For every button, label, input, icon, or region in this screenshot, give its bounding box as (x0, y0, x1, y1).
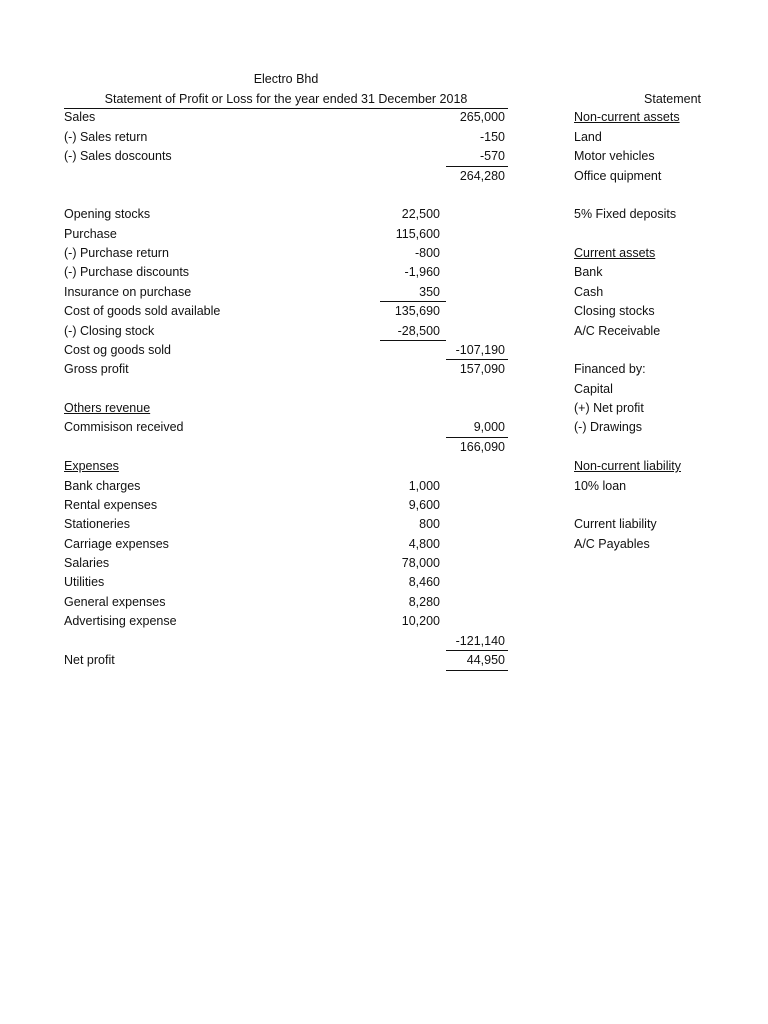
subtotal-rule (446, 166, 508, 167)
purchase-value: 115,600 (395, 227, 440, 241)
ac-payables-label: A/C Payables (574, 537, 650, 551)
current-assets-heading: Current assets (574, 246, 656, 260)
commission-value: 9,000 (473, 420, 505, 434)
cogs-value: -107,190 (455, 343, 505, 357)
office-equipment-label: Office quipment (574, 169, 662, 183)
insurance-value: 350 (419, 285, 440, 299)
non-current-liability-heading: Non-current liability (574, 459, 681, 473)
expense-label: Bank charges (64, 479, 141, 493)
motor-vehicles-label: Motor vehicles (574, 149, 655, 163)
sales-value: 265,000 (459, 110, 505, 124)
subtotal-value: 166,090 (459, 440, 505, 454)
current-liability-label: Current liability (574, 517, 657, 531)
expense-value: 1,000 (408, 479, 440, 493)
subtotal-rule (446, 359, 508, 360)
purchase-return-value: -800 (414, 246, 440, 260)
sales-return-label: (-) Sales return (64, 130, 148, 144)
purchase-discounts-label: (-) Purchase discounts (64, 265, 190, 279)
purchase-discounts-value: -1,960 (404, 265, 440, 279)
net-sales-value: 264,280 (459, 169, 505, 183)
cogs-available-label: Cost of goods sold available (64, 304, 221, 318)
closing-stocks-label: Closing stocks (574, 304, 655, 318)
net-profit-label: Net profit (64, 653, 115, 667)
expense-value: 10,200 (401, 614, 440, 628)
sales-discounts-value: -570 (479, 149, 505, 163)
subtotal-rule (446, 650, 508, 651)
land-label: Land (574, 130, 602, 144)
closing-stock-value: -28,500 (397, 324, 440, 338)
purchase-return-label: (-) Purchase return (64, 246, 169, 260)
subtotal-rule (380, 340, 446, 341)
cogs-label: Cost og goods sold (64, 343, 172, 357)
fixed-deposits-label: 5% Fixed deposits (574, 207, 677, 221)
financed-by-label: Financed by: (574, 362, 646, 376)
expense-label: Rental expenses (64, 498, 158, 512)
cash-label: Cash (574, 285, 604, 299)
insurance-label: Insurance on purchase (64, 285, 192, 299)
cogs-available-value: 135,690 (394, 304, 440, 318)
non-current-assets-heading: Non-current assets (574, 110, 680, 124)
bank-label: Bank (574, 265, 603, 279)
title-underline (64, 108, 508, 109)
closing-stock-label: (-) Closing stock (64, 324, 155, 338)
expense-label: General expenses (64, 595, 166, 609)
expenses-heading: Expenses (64, 459, 119, 473)
expense-value: 800 (419, 517, 440, 531)
other-revenue-heading: Others revenue (64, 401, 151, 415)
company-name: Electro Bhd (253, 72, 319, 86)
gross-profit-value: 157,090 (459, 362, 505, 376)
capital-label: Capital (574, 382, 613, 396)
expense-label: Advertising expense (64, 614, 177, 628)
commission-label: Commisison received (64, 420, 184, 434)
expense-value: 4,800 (408, 537, 440, 551)
expense-value: 8,280 (408, 595, 440, 609)
drawings-label: (-) Drawings (574, 420, 643, 434)
loan-label: 10% loan (574, 479, 627, 493)
expense-label: Carriage expenses (64, 537, 169, 551)
opening-stocks-value: 22,500 (401, 207, 440, 221)
purchase-label: Purchase (64, 227, 117, 241)
total-expenses-value: -121,140 (455, 634, 505, 648)
opening-stocks-label: Opening stocks (64, 207, 151, 221)
expense-value: 9,600 (408, 498, 440, 512)
sales-label: Sales (64, 110, 96, 124)
expense-label: Stationeries (64, 517, 131, 531)
total-rule (446, 670, 508, 671)
expense-value: 78,000 (401, 556, 440, 570)
net-profit-value: 44,950 (466, 653, 505, 667)
sales-discounts-label: (-) Sales doscounts (64, 149, 172, 163)
sales-return-value: -150 (479, 130, 505, 144)
subtotal-rule (380, 301, 446, 302)
subtotal-rule (446, 437, 508, 438)
bs-net-profit-label: (+) Net profit (574, 401, 644, 415)
ac-receivable-label: A/C Receivable (574, 324, 661, 338)
expense-label: Utilities (64, 575, 105, 589)
expense-value: 8,460 (408, 575, 440, 589)
gross-profit-label: Gross profit (64, 362, 129, 376)
bs-statement-title: Statement (644, 92, 701, 106)
expense-label: Salaries (64, 556, 110, 570)
pl-statement-title: Statement of Profit or Loss for the year ended 31 December 2018 (104, 92, 468, 106)
